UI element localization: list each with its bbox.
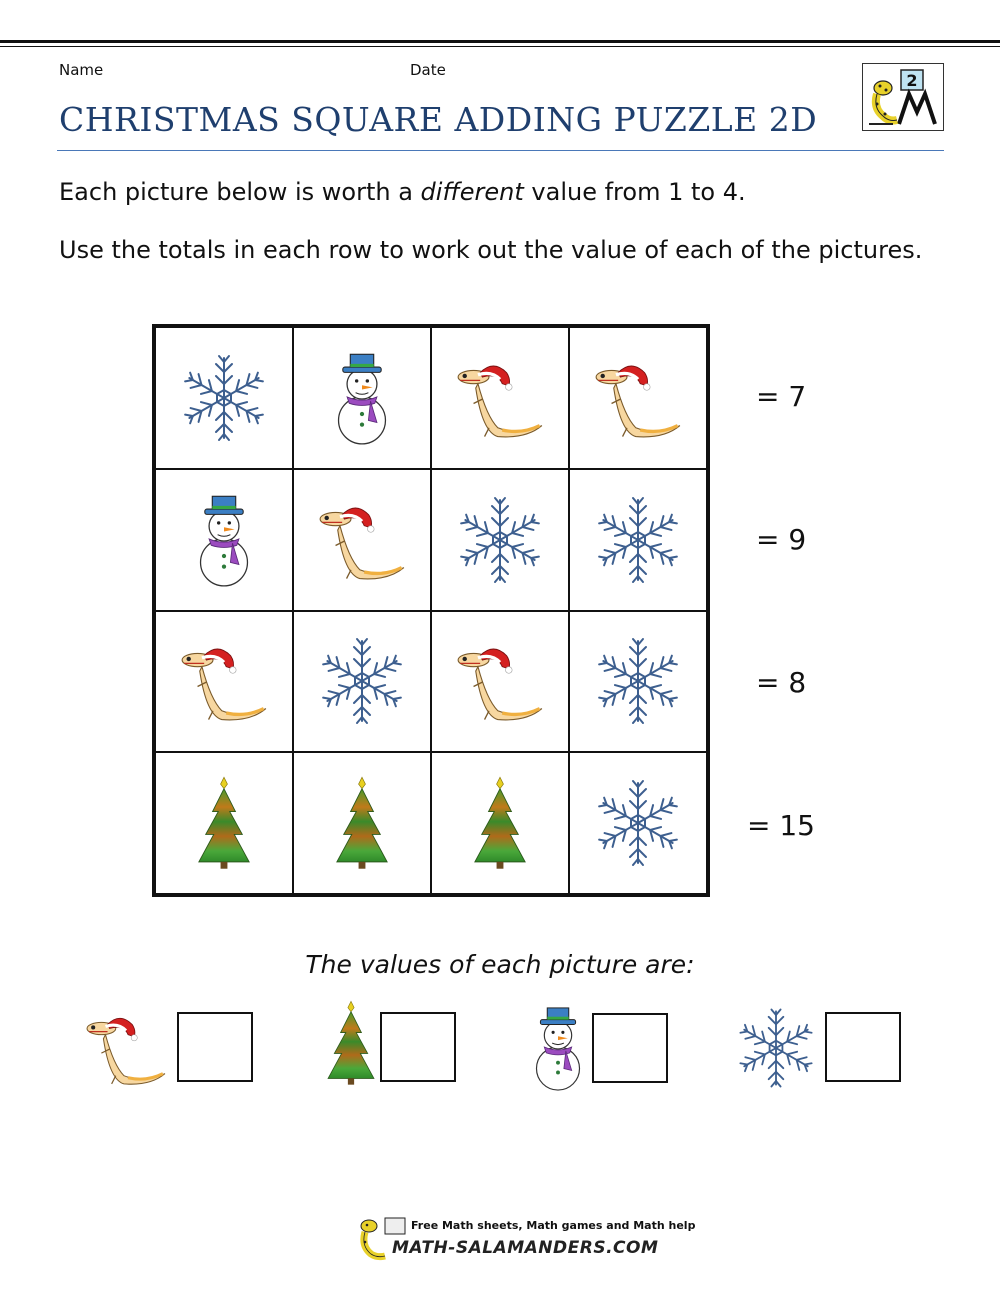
snowflake-icon — [590, 633, 686, 729]
snowflake-icon — [590, 492, 686, 588]
answer-box-snowman[interactable] — [592, 1013, 668, 1083]
grid-cell — [569, 327, 707, 469]
salamander-santa-icon — [450, 638, 550, 724]
grid-cell — [293, 327, 431, 469]
page-title: CHRISTMAS SQUARE ADDING PUZZLE 2D — [59, 100, 818, 139]
top-rule — [0, 40, 1000, 43]
snowman-icon — [327, 350, 397, 446]
snowflake-icon — [732, 1004, 820, 1092]
salamander-santa-icon — [174, 638, 274, 724]
salamander-santa-icon — [450, 355, 550, 441]
answer-box-snowflake[interactable] — [825, 1012, 901, 1082]
snowflake-icon — [314, 633, 410, 729]
answer-salamander — [76, 1008, 176, 1092]
grid-cell — [569, 752, 707, 894]
answer-tree — [326, 998, 376, 1092]
emphasis-different: different — [420, 178, 524, 206]
snowman-icon — [189, 492, 259, 588]
name-label: Name — [59, 61, 104, 79]
christmas-tree-icon — [472, 775, 528, 871]
grid-cell — [293, 611, 431, 753]
top-rule-thin — [0, 46, 1000, 47]
grid-cell — [155, 611, 293, 753]
puzzle-grid — [152, 324, 710, 897]
logo-grade: 2 — [906, 71, 918, 90]
values-heading: The values of each picture are: — [305, 950, 695, 979]
grid-cell — [155, 469, 293, 611]
instruction-line-1: Each picture below is worth a different value from 1 to 4. — [59, 178, 746, 206]
salamander-santa-icon — [588, 355, 688, 441]
row-total-4: = 15 — [747, 809, 815, 842]
answer-snowman — [530, 1004, 586, 1096]
row-total-3: = 8 — [756, 666, 807, 699]
snowflake-icon — [452, 492, 548, 588]
snowman-icon — [530, 1004, 586, 1092]
grid-cell — [569, 611, 707, 753]
grid-cell — [293, 752, 431, 894]
instruction-line-2: Use the totals in each row to work out the value of each of the pictures. — [59, 236, 923, 264]
grid-cell — [293, 469, 431, 611]
answer-box-tree[interactable] — [380, 1012, 456, 1082]
christmas-tree-icon — [196, 775, 252, 871]
snowflake-icon — [176, 350, 272, 446]
answer-snowflake — [732, 1004, 820, 1096]
salamander-santa-icon — [76, 1008, 176, 1088]
row-total-1: = 7 — [756, 380, 807, 413]
answer-box-salamander[interactable] — [177, 1012, 253, 1082]
grid-cell — [569, 469, 707, 611]
grade-logo — [862, 63, 944, 131]
christmas-tree-icon — [326, 998, 376, 1088]
title-rule — [57, 150, 944, 151]
grid-cell — [431, 327, 569, 469]
footer-tagline: Free Math sheets, Math games and Math help — [411, 1219, 696, 1232]
grid-cell — [431, 469, 569, 611]
grid-cell — [431, 611, 569, 753]
date-label: Date — [410, 61, 446, 79]
footer-site[interactable]: MATH-SALAMANDERS.COM — [392, 1238, 659, 1258]
grid-cell — [431, 752, 569, 894]
snowflake-icon — [590, 775, 686, 871]
grid-cell — [155, 327, 293, 469]
row-total-2: = 9 — [756, 523, 807, 556]
grid-cell — [155, 752, 293, 894]
salamander-santa-icon — [312, 497, 412, 583]
christmas-tree-icon — [334, 775, 390, 871]
salamander-logo-icon — [863, 64, 943, 130]
